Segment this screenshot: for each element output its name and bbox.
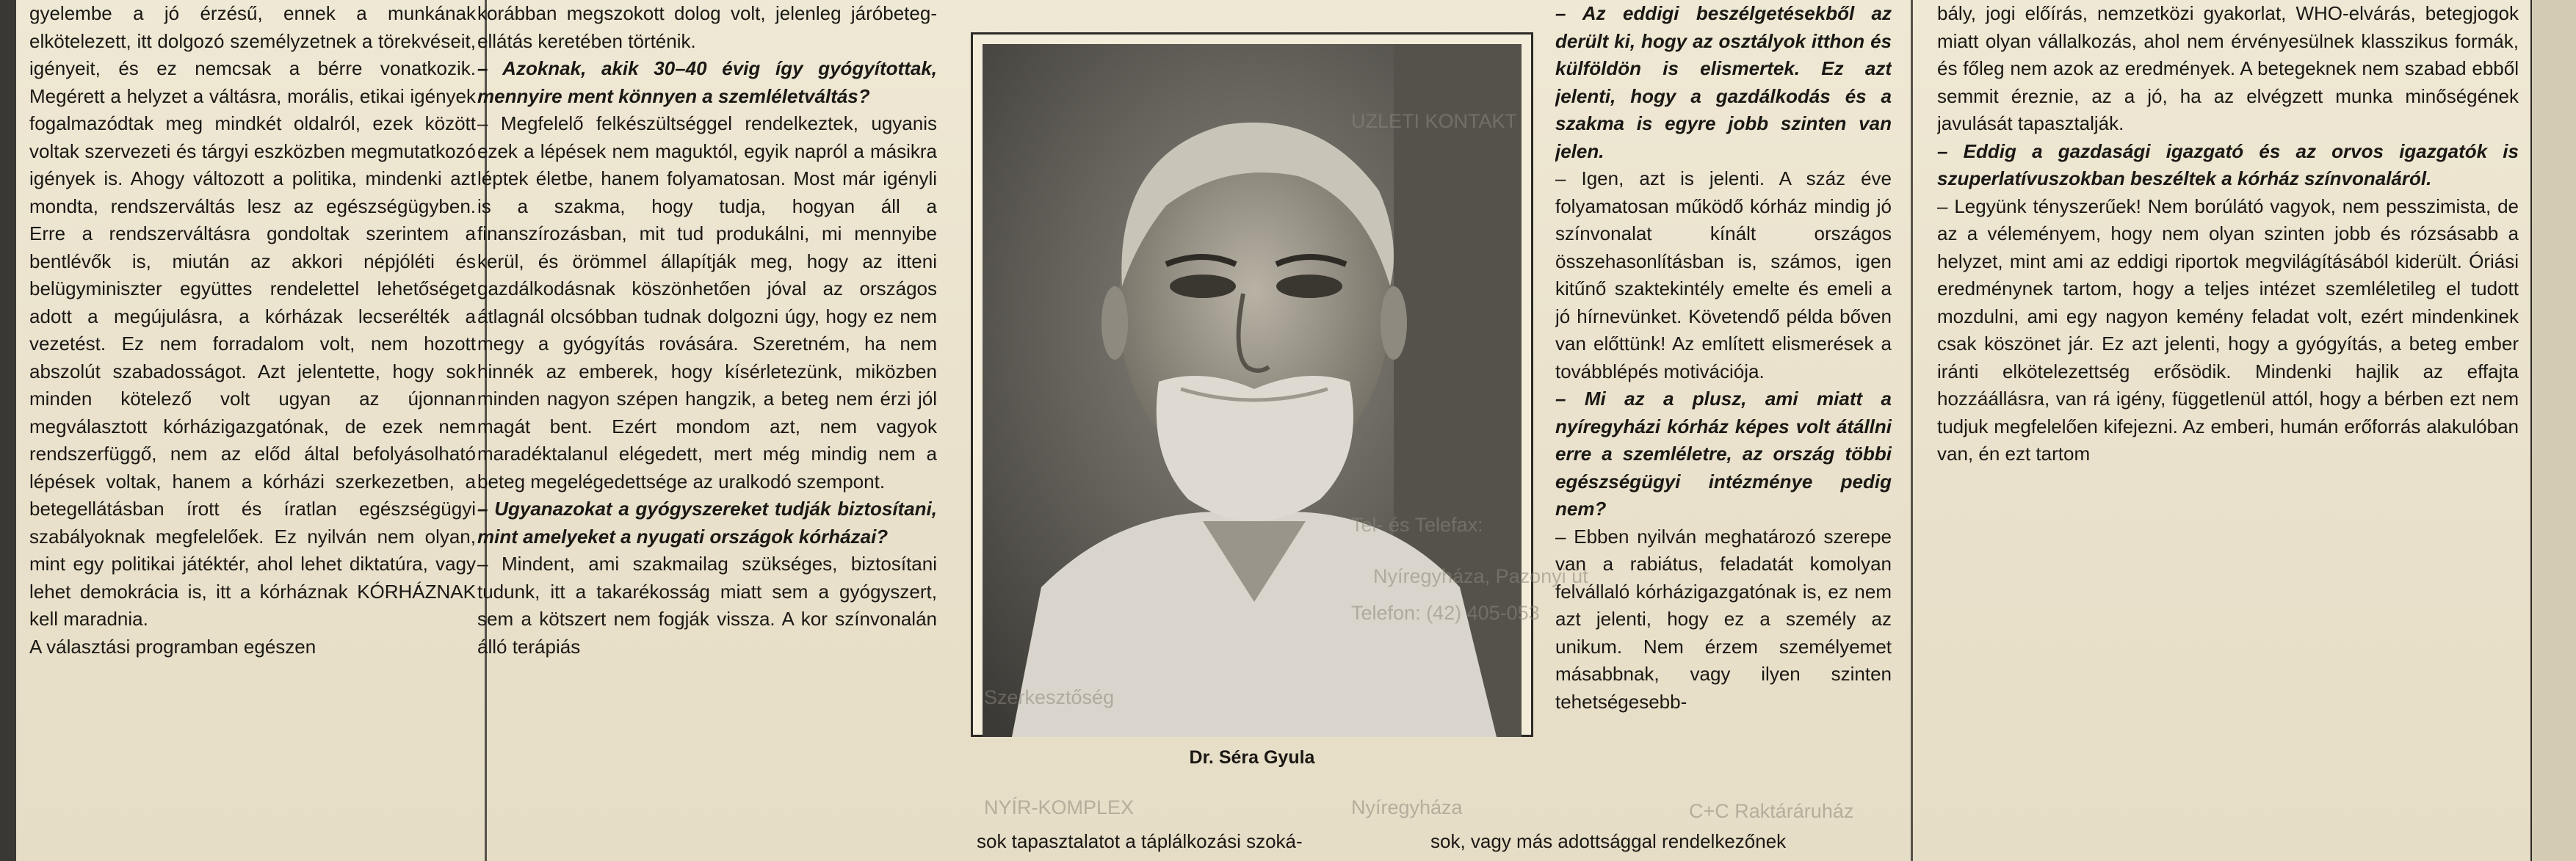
column-1: [29, 0, 476, 861]
body-paragraph: A választási programban egészen: [29, 635, 316, 658]
body-paragraph: – Ebben nyilván meghatározó szerepe van a rabiátus, feladatát komolyan felvállaló kórházigazgatónak is, ez nem azt jelenti, hogy ez a személy az unikum. Nem érzem személyemet másabbnak, vagy ilyen szinten tehetségesebb-: [1555, 525, 1892, 713]
body-paragraph: gyelembe a jó érzésű, ennek a munkának elkötelezett, itt dolgozó személyzetnek a törekvéseit, igényeit, és ez nemcsak a bérre vonatkozik. Megérett a helyzet a váltásra, morális, etikai igények fogalmazódtak meg mindkét oldalról, ezek között voltak szervezeti és tárgyi eszközben megmutatkozó igények is. Ahogy változott a politika, mindenki azt mondta, rendszerváltás lesz az egészségügyben. Erre a rendszerváltásra gondoltak szerintem a bentlévők is, miután az akkori népjóléti és belügyminiszter együttes rendelettel lehetőséget adott a megújulásra, a kórházak lecserélték a vezetést. Ez nem forradalom volt, nem hozott abszolút szabadosságot. Azt jelentette, hogy sok minden kötelező volt ugyan az újonnan megválasztott kórházigazgatónak, de ezek nem rendszerfüggő, nem az előd által befolyásolható lépések voltak, hanem a kórházi szerkezetben, a betegellátásban írott és íratlan egészségügyi szabályoknak megfelelőek. Ez nyilván nem olyan, mint egy politikai játéktér, ahol lehet diktatúra, vagy lehet demokrácia is, itt a kórháznak KÓRHÁZNAK kell maradnia.: [29, 2, 476, 630]
body-paragraph: – Mindent, ami szakmailag szükséges, biztosítani tudunk, itt a takarékosság miatt sem a gyógyszert, sem a kötszert nem fogják vissza. A kor színvonalán álló terápiás: [477, 553, 937, 658]
interview-question: – Mi az a plusz, ami miatt a nyíregyházi kórház képes volt átállni erre a szemléletre, az ország többi egészségügyi intézménye pedig nem?: [1555, 388, 1892, 520]
column-4: [1937, 0, 2519, 861]
show-through-text: Telefon: (42) 405-053: [1351, 602, 1540, 624]
show-through-text: Tel- és Telefax:: [1351, 514, 1483, 536]
body-paragraph: bály, jogi előírás, nemzetközi gyakorlat, WHO-elvárás, betegjogok miatt olyan vállalkozás, ahol nem érvényesülnek klasszikus formák, és főleg nem azok az eredmények. A betegeknek nem szabad ebből semmit érezniе, az a jó, ha az elvégzett munka minőségének javulását tapasztalják.: [1937, 2, 2519, 134]
text-fragment-bottom: sok, vagy más adottsággal rendelkezőnek: [1430, 830, 1787, 852]
scan-edge-right: [2532, 0, 2576, 861]
column-2: [477, 0, 937, 861]
interview-question: – Ugyanazokat a gyógyszereket tudják biztosítani, mint amelyeket a nyugati országok kórházai?: [477, 498, 937, 548]
interview-question: – Azoknak, akik 30–40 évig így gyógyítottak, mennyire ment könnyen a szemléletváltás?: [477, 57, 937, 107]
body-paragraph: – Legyünk tényszerűek! Nem borúlátó vagyok, nem pesszimista, de az a véleményem, hogy nem olyan szinten jobb és rózsásabb a helyzet, mint ami az eddigi riportok megvilágításából kiderült. Óriási eredménynek tartom, hogy a teljes intézet szemléletileg el tudott mozdulni, ami egy nagyon kemény feladat volt, ezért mindenkinek csak köszönet jár. Ez azt jelenti, hogy a gyógyítás, a beteg ember iránti elkötelezettség erősödik. Mindenki hajlik az effajta hozzáállásra, van rá igény, függetlenül attól, hogy a bérben ezt nem tudjuk megfelelően kifejezni. Az emberi, humán erőforrás alakulóban van, én ezt tartom: [1937, 195, 2519, 465]
show-through-text: UZLETI KONTAKT: [1351, 110, 1518, 132]
show-through-text: Szerkesztőség: [984, 686, 1115, 708]
column-rule: [1911, 0, 1913, 861]
photo-caption: Dr. Séra Gyula: [1189, 747, 1315, 768]
show-through-text: Nyíregyháza: [1351, 796, 1463, 818]
show-through-text: NYÍR-KOMPLEX: [984, 796, 1135, 818]
column-3: [1555, 0, 1892, 861]
body-paragraph: – Megfelelő felkészültséggel rendelkeztek, ugyanis ezek a lépések nem maguktól, egyik napról a másikra léptek életbe, hanem folyamatosan. Most már igényli is a szakma, hogy tudja, hogyan áll a finanszírozásban, mit tud produkálni, mi mennyibe kerül, és örömmel állapítják meg, hogy az itteni gazdálkodásnak köszönhetően jóval az országos átlagnál olcsóbban tudnak dolgozni úgy, hogy ez nem megy a gyógyítás rovására. Szeretném, ha nem hinnék az emberek, hogy kísérletezünk, miközben minden nagyon szépen hangzik, a beteg nem érzi jól magát bent. Ezért mondom azt, nem vagyok maradéktalanul elégedett, mert még mindig nem a beteg megelégedettsége az uralkodó szempont.: [477, 112, 937, 493]
portrait-photo: [983, 44, 1522, 737]
show-through-text: C+C Raktáráruház: [1689, 800, 1854, 822]
scan-edge-left: [0, 0, 16, 861]
body-paragraph: – Igen, azt is jelenti. A száz éve folyamatosan működő kórház mindig jó színvonalat kínált országos összehasonlításban is, számos, igen kitűnő szaktekintély emelte és emeli a jó hírnevünket. Követendő példa bőven van előttünk! Az említett elismerések a továbblépés motivációja.: [1555, 167, 1892, 382]
text-fragment-bottom: sok tapasztalatot a táplálkozási szoká-: [977, 830, 1303, 852]
interview-question: – Eddig a gazdasági igazgató és az orvos igazgatók is szuperlatívuszokban beszéltek a kórház színvonaláról.: [1937, 139, 2519, 189]
interview-question: – Az eddigi beszélgetésekből az derült ki, hogy az osztályok itthon és külföldön is elismertek. Ez azt jelenti, hogy a gazdálkodás és a szakma is egyre jobb szinten van jelen.: [1555, 2, 1892, 162]
show-through-text: Nyíregyháza, Pazonyi út: [1373, 565, 1588, 587]
body-paragraph: korábban megszokott dolog volt, jelenleg járóbeteg-ellátás keretében történik.: [477, 2, 937, 52]
